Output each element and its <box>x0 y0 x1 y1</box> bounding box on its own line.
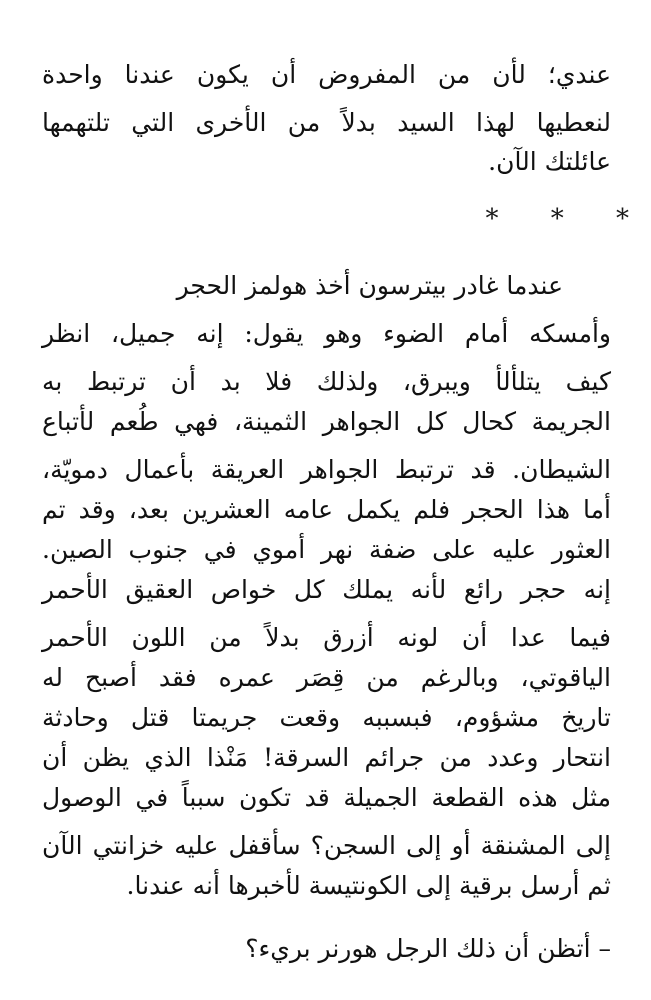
paragraph2-line: كيف يتلألأ ويبرق، ولذلك فلا بد أن ترتبط به <box>42 367 611 396</box>
paragraph2-line: وأمسكه أمام الضوء وهو يقول: إنه جميل، انظر <box>42 319 611 348</box>
paragraph2-line: الشيطان. قد ترتبط الجواهر العريقة بأعمال دمويّة، <box>42 455 611 484</box>
paragraph2-line: ثم أرسل برقية إلى الكونتيسة لأخبرها أنه عندنا. <box>126 871 611 900</box>
paragraph2-line: مثل هذه القطعة الجميلة قد تكون سبباً في الوصول <box>42 783 611 812</box>
paragraph1-line: عائلتك الآن. <box>488 147 611 176</box>
paragraph1-line: عندي؛ لأن من المفروض أن يكون عندنا واحدة <box>42 60 611 89</box>
paragraph1-line: لنعطيها لهذا السيد بدلاً من الأخرى التي تلتهمها <box>42 108 611 137</box>
section-separator: * * * <box>485 204 651 234</box>
paragraph2-line: الياقوتي، وبالرغم من قِصَر عمره فقد أصبح له <box>42 663 611 692</box>
paragraph2-line: فيما عدا أن لونه أزرق بدلاً من اللون الأحمر <box>42 623 611 652</box>
paragraph2-line: الجريمة كحال كل الجواهر الثمينة، فهي طُعم لأتباع <box>42 407 611 436</box>
paragraph2-line: إنه حجر رائع لأنه يملك كل خواص العقيق الأحمر <box>42 575 611 604</box>
paragraph2-line: العثور عليه على ضفة نهر أموي في جنوب الصين. <box>42 535 611 564</box>
paragraph2-line-first: عندما غادر بيترسون أخذ هولمز الحجر <box>176 271 563 300</box>
paragraph2-line: أما هذا الحجر فلم يكمل عامه العشرين بعد، وقد تم <box>42 495 611 524</box>
paragraph2-line: انتحار وعدد من جرائم السرقة! مَنْذا الذي يظن أن <box>42 743 611 772</box>
paragraph2-line: تاريخ مشؤوم، فبسببه وقعت جريمتا قتل وحادثة <box>42 703 611 732</box>
paragraph2-line: إلى المشنقة أو إلى السجن؟ سأقفل عليه خزانتي الآن <box>42 831 611 860</box>
dialogue-line: – أتظن أن ذلك الرجل هورنر بريء؟ <box>245 934 611 963</box>
